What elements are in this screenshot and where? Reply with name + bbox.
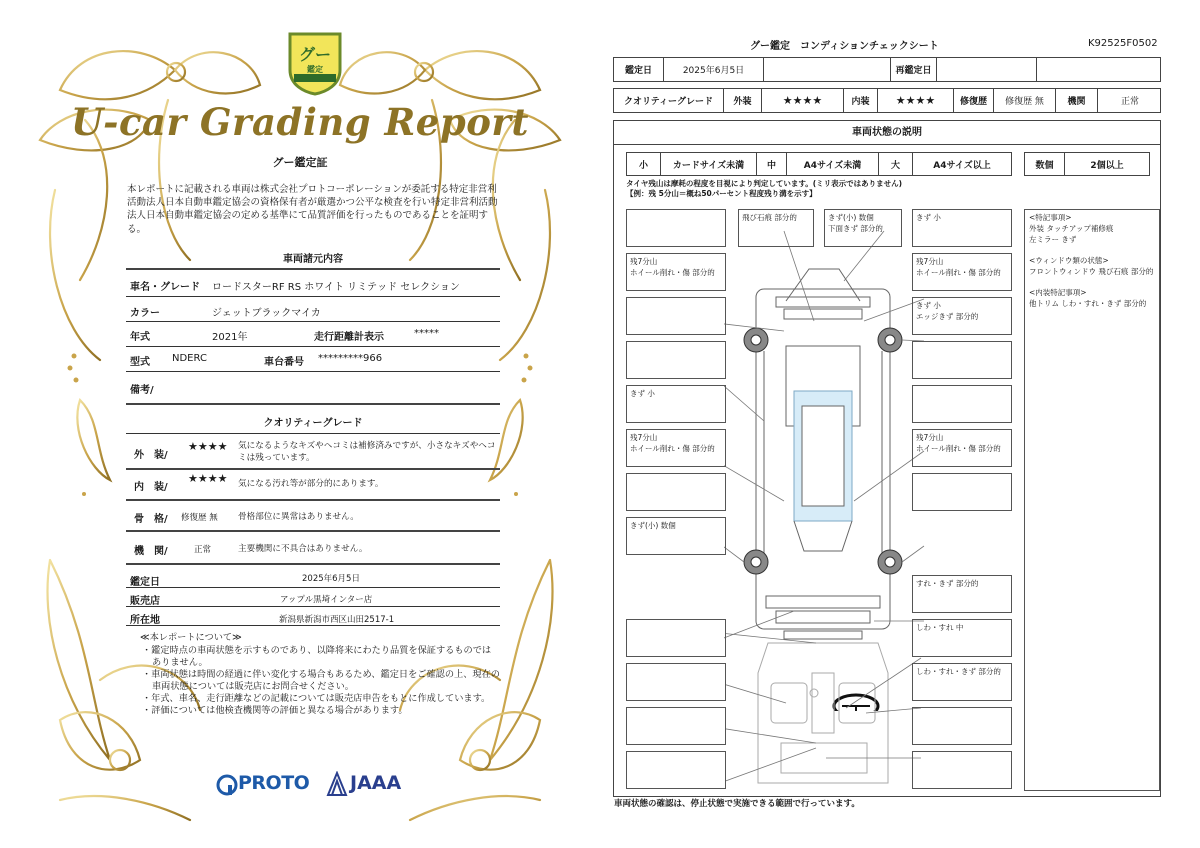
certificate-statement: 本レポートに記載される車両は株式会社プロトコーポレーションが委託する特定非営利活動法人日本自動車鑑定協会の資格保有者が厳選かつ公平な検査を行い特定非営利活動法人日本自動車鑑定協会の定める基準にて品質評価を行ったものであることを証明する。: [127, 184, 498, 235]
ext-label: 外装: [724, 89, 762, 112]
condition-box: きず(小) 数個: [626, 517, 726, 555]
address-label: 所在地: [130, 615, 160, 626]
size-small: 小: [627, 153, 661, 175]
sheet-code: K92525F0502: [1088, 38, 1158, 49]
count-label: 数個: [1025, 153, 1065, 175]
size-mid-desc: A4サイズ未満: [787, 153, 879, 175]
condition-box: [626, 663, 726, 701]
divider: [126, 268, 500, 270]
condition-box: [912, 341, 1012, 379]
mileage-value: *****: [414, 328, 439, 339]
exterior-label: 外 装/: [134, 450, 168, 461]
condition-box: しわ・すれ 中: [912, 619, 1012, 657]
engine-value: 正常: [194, 545, 212, 555]
condition-box: [912, 385, 1012, 423]
chassis-label: 車台番号: [264, 357, 304, 368]
size-small-desc: カードサイズ未満: [661, 153, 757, 175]
svg-text:グー: グー: [298, 45, 332, 64]
condition-box: [626, 751, 726, 789]
frame-description: 骨格部位に異常はありません。: [238, 512, 359, 522]
condition-box: [626, 619, 726, 657]
chassis-value: *********966: [318, 353, 383, 364]
divider: [126, 587, 500, 588]
divider: [126, 625, 500, 626]
proto-logo-icon: [216, 774, 238, 796]
report-title: U-car Grading Report: [71, 100, 529, 144]
special-notes: [1024, 209, 1160, 791]
divider: [126, 468, 500, 470]
car-name-value: ロードスターRF RS ホワイト リミテッド セレクション: [212, 282, 460, 293]
year-value: 2021年: [212, 332, 248, 343]
condition-box: [912, 751, 1012, 789]
divider: [126, 563, 500, 565]
notes-item: ・評価については他検査機関等の評価と異なる場合があります。: [142, 705, 408, 716]
int-label: 内装: [844, 89, 878, 112]
repair-label: 修復歴: [954, 89, 994, 112]
notes-item: ・年式、車名、走行距離などの記載については販売店申告をもとに作成しています。: [142, 693, 491, 704]
svg-text:鑑定: 鑑定: [307, 65, 323, 74]
divider: [126, 606, 500, 607]
condition-box: きず(小) 数個 下面きず 部分的: [824, 209, 902, 247]
jaaa-logo-icon: [326, 771, 348, 797]
engine-value: 正常: [1120, 97, 1139, 107]
divider: [126, 499, 500, 501]
condition-box: きず 小 エッジきず 部分的: [912, 297, 1012, 335]
engine-description: 主要機関に不具合はありません。: [238, 544, 368, 554]
count-legend: [1024, 152, 1150, 176]
condition-box: 残7分山 ホイール削れ・傷 部分的: [626, 253, 726, 291]
size-large: 大: [879, 153, 913, 175]
notes-interior-title: <内装特記事項>: [1029, 288, 1087, 297]
frame-label: 骨 格/: [134, 514, 168, 525]
shop-value: アップル黒埼インター店: [280, 595, 373, 605]
notes-special-title: <特記事項>: [1029, 213, 1072, 222]
condition-box: 飛び石痕 部分的: [738, 209, 814, 247]
engine-label: 機 関/: [134, 546, 168, 557]
date-value: 2025年6月5日: [664, 58, 764, 81]
condition-box: [626, 209, 726, 247]
engine-label: 機関: [1056, 89, 1098, 112]
sheet-footer: 車両状態の確認は、停止状態で実施できる範囲で行っています。: [614, 799, 860, 809]
divider: [126, 403, 500, 405]
condition-box: [626, 707, 726, 745]
interior-stars: ★★★★: [188, 472, 228, 485]
blank-cell: [1037, 58, 1162, 81]
date-label: 鑑定日: [130, 577, 160, 588]
condition-box: [626, 473, 726, 511]
blank-cell: [764, 58, 891, 81]
address-value: 新潟県新潟市西区山田2517-1: [279, 615, 395, 625]
mileage-label: 走行距離計表示: [314, 332, 384, 343]
condition-box: [912, 707, 1012, 745]
tire-note: タイヤ残山は摩耗の程度を目視により判定しています。(ミリ表示ではありません): [626, 179, 903, 188]
notes-interior: 他トリム しわ・すれ・きず 部分的: [1029, 299, 1147, 308]
goo-kantei-badge-icon: [286, 30, 344, 96]
shop-label: 販売店: [130, 596, 160, 607]
date-label: 鑑定日: [614, 58, 664, 81]
count-desc: 2個以上: [1090, 160, 1124, 171]
date-row: [613, 57, 1161, 82]
car-name-label: 車名・グレード: [130, 282, 200, 293]
color-label: カラー: [130, 308, 160, 319]
condition-box: [626, 297, 726, 335]
reinspect-value: [937, 58, 1037, 81]
quality-row: [613, 88, 1161, 113]
model-label: 型式: [130, 357, 150, 368]
color-value: ジェットブラックマイカ: [212, 308, 321, 319]
divider: [126, 433, 500, 434]
spec-section-title: 車両諸元内容: [283, 254, 343, 265]
date-value: 2025年6月5日: [302, 574, 360, 584]
quality-section-title: クオリティーグレード: [263, 418, 363, 429]
size-mid: 中: [757, 153, 787, 175]
condition-box: きず 小: [912, 209, 1012, 247]
notes-item: ・車両状態は時間の経過に伴い変化する場合もあるため、鑑定日をご確認の上、現在の車両状態については販売店にお問合せください。: [142, 669, 500, 692]
ext-stars: ★★★★: [762, 89, 844, 112]
panel-title: 車両状態の説明: [614, 121, 1160, 145]
report-notes: [140, 632, 500, 717]
int-stars: ★★★★: [878, 89, 954, 112]
quality-label: クオリティーグレード: [614, 89, 724, 112]
repair-value: 修復歴 無: [994, 89, 1056, 112]
notes-item: ・鑑定時点の車両状態を示すものであり、以降将来にわたり品質を保証するものではありません。: [142, 645, 492, 668]
condition-box: [626, 341, 726, 379]
size-legend: [626, 152, 1012, 176]
size-large-desc: A4サイズ以上: [933, 160, 991, 171]
divider: [126, 371, 500, 372]
condition-box: 残7分山 ホイール削れ・傷 部分的: [626, 429, 726, 467]
jaaa-logo: JAAA: [350, 772, 402, 794]
condition-box: [912, 473, 1012, 511]
divider: [126, 296, 500, 297]
notes-window-title: <ウィンドウ類の状態>: [1029, 256, 1109, 265]
condition-panel: [613, 120, 1161, 797]
condition-check-sheet: [600, 0, 1200, 848]
condition-box: 残7分山 ホイール削れ・傷 部分的: [912, 429, 1012, 467]
frame-value: 修復歴 無: [181, 513, 218, 523]
condition-box: すれ・きず 部分的: [912, 575, 1012, 613]
divider: [126, 346, 500, 347]
divider: [126, 321, 500, 322]
divider: [126, 530, 500, 532]
remarks-label: 備考/: [130, 385, 154, 396]
proto-logo: PROTO: [238, 772, 310, 794]
model-value: NDERC: [172, 353, 207, 364]
condition-box: 残7分山 ホイール削れ・傷 部分的: [912, 253, 1012, 291]
condition-box: きず 小: [626, 385, 726, 423]
reinspect-label: 再鑑定日: [891, 58, 937, 81]
notes-title: ≪本レポートについて≫: [140, 632, 242, 643]
interior-description: 気になる汚れ等が部分的にあります。: [238, 479, 384, 489]
year-label: 年式: [130, 332, 150, 343]
sheet-title: グー鑑定 コンディションチェックシート: [750, 41, 939, 52]
notes-special: 外装 タッチアップ補修痕 左ミラー きず: [1029, 224, 1114, 244]
notes-window: フロントウィンドウ 飛び石痕 部分的: [1029, 267, 1154, 276]
certificate-title: グー鑑定証: [272, 156, 328, 169]
condition-box: しわ・すれ・きず 部分的: [912, 663, 1012, 701]
exterior-stars: ★★★★: [188, 440, 228, 453]
exterior-description: 気になるようなキズやヘコミは補修済みですが、小さなキズやヘコミは残っています。: [238, 441, 496, 463]
tire-example: 【例：残 5分山＝概ね50パーセント程度残り溝を示す】: [626, 189, 817, 198]
interior-label: 内 装/: [134, 482, 168, 493]
